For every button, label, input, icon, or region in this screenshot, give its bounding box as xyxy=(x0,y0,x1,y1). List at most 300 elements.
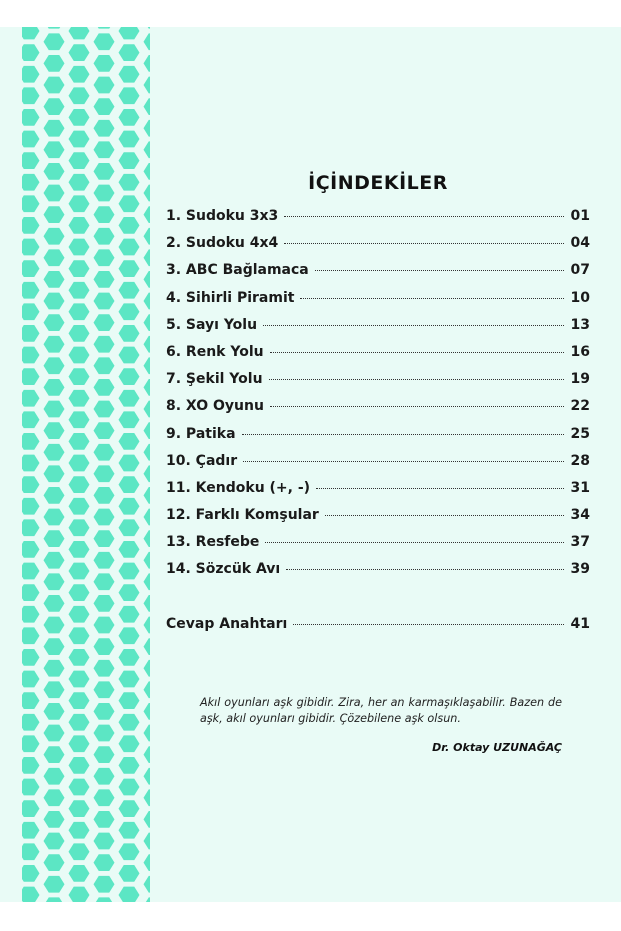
hexagon-shape xyxy=(94,228,115,245)
toc-leader-dots xyxy=(293,624,564,625)
hexagon-shape xyxy=(119,800,140,817)
hexagon-shape xyxy=(69,195,90,212)
toc-leader-dots xyxy=(284,243,564,244)
hexagon-shape xyxy=(22,865,40,882)
toc-row[interactable] xyxy=(166,453,590,480)
hexagon-shape xyxy=(44,314,65,331)
hexagon-shape xyxy=(94,552,115,569)
toc-row[interactable] xyxy=(166,290,590,317)
page-title: İÇİNDEKİLER xyxy=(308,172,448,194)
toc-row[interactable] xyxy=(166,561,590,588)
hexagon-shape xyxy=(44,33,65,50)
hexagon-shape xyxy=(119,260,140,277)
toc-label: 1. Sudoku 3x3 xyxy=(166,208,279,224)
hexagon-shape xyxy=(144,789,151,806)
hexagon-shape xyxy=(69,779,90,796)
hexagon-shape xyxy=(119,822,140,839)
hexagon-shape xyxy=(94,357,115,374)
hexagon-shape xyxy=(94,595,115,612)
hexagon-shape xyxy=(144,33,151,50)
hexagon-shape xyxy=(44,120,65,137)
hexagon-shape xyxy=(144,660,151,677)
hexagon-shape xyxy=(44,660,65,677)
hexagon-shape xyxy=(44,487,65,504)
toc-label: 14. Sözcük Avı xyxy=(166,561,281,578)
hexagon-shape xyxy=(69,455,90,472)
hexagon-shape xyxy=(144,617,151,634)
toc-label: 8. XO Oyunu xyxy=(166,398,264,415)
hexagon-shape xyxy=(69,152,90,169)
hexagon-shape xyxy=(119,476,140,493)
hexagon-shape xyxy=(144,897,151,902)
hexagon-shape xyxy=(22,87,40,104)
hexagon-shape xyxy=(69,843,90,860)
hexagon-shape xyxy=(44,185,65,202)
hexagon-shape xyxy=(144,573,151,590)
hexagon-shape xyxy=(69,390,90,407)
hexagon-shape xyxy=(22,498,40,515)
hexagon-shape xyxy=(69,282,90,299)
hexagon-shape xyxy=(144,595,151,612)
hexagon-shape xyxy=(69,649,90,666)
hexagon-shape xyxy=(144,249,151,266)
hexagon-shape xyxy=(119,390,140,407)
hexagon-shape xyxy=(144,833,151,850)
hexagon-shape xyxy=(94,703,115,720)
hexagon-shape xyxy=(22,195,40,212)
hexagon-shape xyxy=(44,552,65,569)
toc-page-number: 28 xyxy=(570,452,590,469)
hexagon-shape xyxy=(94,422,115,439)
hexagon-shape xyxy=(44,746,65,763)
toc-row[interactable] xyxy=(166,344,590,371)
hexagon-shape xyxy=(144,228,151,245)
hexagon-shape xyxy=(44,228,65,245)
hexagon-shape xyxy=(94,897,115,902)
hexagon-shape xyxy=(22,649,40,666)
toc-row[interactable] xyxy=(166,398,590,425)
hexagon-shape xyxy=(94,98,115,115)
toc-page-number: 25 xyxy=(570,425,590,442)
hexagon-shape xyxy=(119,692,140,709)
hexagon-shape xyxy=(94,206,115,223)
toc-row[interactable] xyxy=(166,262,590,289)
hexagon-shape xyxy=(22,131,40,148)
hexagon-shape xyxy=(94,271,115,288)
hexagon-shape xyxy=(69,584,90,601)
hexagon-shape xyxy=(94,27,115,29)
toc-row[interactable] xyxy=(166,480,590,507)
hexagon-shape xyxy=(94,120,115,137)
toc-page-number: 19 xyxy=(570,371,590,388)
hexagon-shape xyxy=(94,33,115,50)
hexagon-shape xyxy=(44,509,65,526)
hexagon-shape xyxy=(69,217,90,234)
toc-leader-dots xyxy=(270,406,564,407)
toc-row[interactable] xyxy=(166,426,590,453)
toc-row[interactable] xyxy=(166,534,590,561)
toc-leader-dots xyxy=(263,325,564,326)
hexagon-shape xyxy=(69,174,90,191)
hexagon-shape xyxy=(69,131,90,148)
hexagon-shape xyxy=(69,411,90,428)
hexagon-shape xyxy=(144,876,151,893)
hexagon-shape xyxy=(144,27,151,29)
hexagon-shape xyxy=(119,131,140,148)
hexagon-shape xyxy=(44,444,65,461)
hexagon-shape xyxy=(119,152,140,169)
hexagon-shape xyxy=(22,757,40,774)
hexagon-shape xyxy=(69,368,90,385)
hexagon-shape xyxy=(69,757,90,774)
hexagon-shape xyxy=(144,811,151,828)
toc-page-number: 13 xyxy=(570,316,590,333)
hexagon-shape xyxy=(94,789,115,806)
hexagon-shape xyxy=(22,368,40,385)
hexagon-shape xyxy=(119,217,140,234)
hexagon-shape xyxy=(44,422,65,439)
hexagon-shape xyxy=(119,87,140,104)
hexagon-shape xyxy=(22,239,40,256)
hexagon-shape xyxy=(144,185,151,202)
hexagon-shape xyxy=(69,541,90,558)
hexagon-shape xyxy=(119,498,140,515)
hexagon-shape xyxy=(94,444,115,461)
toc-page-number: 01 xyxy=(570,208,590,224)
toc-label: 11. Kendoku (+, -) xyxy=(166,479,311,496)
hexagon-shape xyxy=(94,854,115,871)
hexagon-shape xyxy=(22,735,40,752)
hexagon-shape xyxy=(44,595,65,612)
hexagon-shape xyxy=(144,314,151,331)
hexagon-shape xyxy=(144,141,151,158)
hexagon-shape xyxy=(144,401,151,418)
hexagon-shape xyxy=(119,843,140,860)
table-of-contents xyxy=(166,208,590,589)
hexagon-shape xyxy=(94,573,115,590)
hexagon-shape xyxy=(144,163,151,180)
hexagon-shape xyxy=(144,703,151,720)
toc-label: 10. Çadır xyxy=(166,452,238,469)
hexagon-shape xyxy=(69,476,90,493)
hexagon-shape xyxy=(22,303,40,320)
hexagon-shape xyxy=(119,44,140,61)
toc-label: 4. Sihirli Piramit xyxy=(166,289,295,306)
hexagon-shape xyxy=(119,325,140,342)
document-page xyxy=(0,27,621,902)
hexagon-shape xyxy=(94,681,115,698)
hexagon-shape xyxy=(119,714,140,731)
hexagon-shape xyxy=(22,843,40,860)
hexagon-shape xyxy=(69,325,90,342)
hexagon-shape xyxy=(144,509,151,526)
hexagon-shape xyxy=(119,519,140,536)
hexagon-shape xyxy=(22,519,40,536)
hexagon-shape xyxy=(69,692,90,709)
toc-leader-dots xyxy=(242,434,564,435)
toc-page-number: 39 xyxy=(570,561,590,578)
hexagon-shape xyxy=(44,163,65,180)
toc-row[interactable] xyxy=(166,208,590,235)
hexagon-shape xyxy=(94,465,115,482)
toc-page-number: 22 xyxy=(570,398,590,415)
hexagon-shape xyxy=(144,487,151,504)
hexagon-shape xyxy=(69,822,90,839)
hexagon-shape xyxy=(94,401,115,418)
toc-leader-dots xyxy=(300,298,564,299)
hexagon-shape xyxy=(119,627,140,644)
hexagon-shape xyxy=(69,27,90,39)
hexagon-shape xyxy=(119,563,140,580)
toc-leader-dots xyxy=(270,352,564,353)
toc-page-number: 10 xyxy=(570,289,590,306)
toc-label: 6. Renk Yolu xyxy=(166,343,264,360)
hexagon-shape xyxy=(119,27,140,39)
hexagon-shape xyxy=(119,779,140,796)
hexagon-shape xyxy=(144,444,151,461)
content-area xyxy=(166,27,590,902)
toc-leader-dots xyxy=(286,569,564,570)
hexagon-shape xyxy=(22,671,40,688)
hexagon-shape xyxy=(44,811,65,828)
toc-label: 13. Resfebe xyxy=(166,534,260,551)
quote-author: Dr. Oktay UZUNAĞAÇ xyxy=(432,741,562,754)
hexagon-shape xyxy=(44,465,65,482)
hexagon-shape xyxy=(22,779,40,796)
hexagon-shape xyxy=(119,541,140,558)
hexagon-shape xyxy=(94,811,115,828)
hexagon-shape xyxy=(22,627,40,644)
hexagon-shape xyxy=(22,174,40,191)
hexagon-shape xyxy=(69,347,90,364)
toc-label: 2. Sudoku 4x4 xyxy=(166,235,279,252)
toc-label: 12. Farklı Komşular xyxy=(166,507,319,524)
hexagon-shape xyxy=(94,77,115,94)
hexagon-shape xyxy=(22,66,40,83)
toc-page-number: 41 xyxy=(570,616,590,632)
hexagon-shape xyxy=(44,703,65,720)
hexagon-shape xyxy=(119,303,140,320)
hexagon-shape xyxy=(44,681,65,698)
toc-leader-dots xyxy=(265,542,564,543)
hexagon-shape xyxy=(69,800,90,817)
hexagon-shape xyxy=(94,530,115,547)
toc-page-number: 04 xyxy=(570,235,590,252)
hexagon-shape xyxy=(94,314,115,331)
hexagon-shape xyxy=(22,411,40,428)
hexagon-shape xyxy=(119,109,140,126)
hexagon-shape xyxy=(94,379,115,396)
hexagon-shape xyxy=(69,498,90,515)
hexagon-shape xyxy=(144,271,151,288)
toc-leader-dots xyxy=(315,270,564,271)
hexagon-shape xyxy=(44,401,65,418)
toc-label: 7. Şekil Yolu xyxy=(166,371,263,388)
hexagon-shape xyxy=(69,44,90,61)
hexagon-shape xyxy=(119,411,140,428)
hexagon-shape xyxy=(22,606,40,623)
toc-page-number: 16 xyxy=(570,343,590,360)
hexagon-shape xyxy=(69,865,90,882)
toc-leader-dots xyxy=(284,216,564,217)
hexagon-shape xyxy=(144,552,151,569)
hexagon-shape xyxy=(22,433,40,450)
toc-label: 3. ABC Bağlamaca xyxy=(166,262,309,279)
hexagon-shape xyxy=(94,336,115,353)
hexagon-shape xyxy=(22,714,40,731)
hexagon-shape xyxy=(44,141,65,158)
hexagon-shape xyxy=(69,260,90,277)
hexagon-shape xyxy=(119,735,140,752)
hexagon-shape xyxy=(22,282,40,299)
hexagon-shape xyxy=(44,897,65,902)
hexagon-shape xyxy=(22,347,40,364)
toc-row[interactable] xyxy=(166,317,590,344)
hexagon-shape xyxy=(144,120,151,137)
hexagon-shape xyxy=(94,768,115,785)
toc-row[interactable] xyxy=(166,507,590,534)
quote-text: Akıl oyunları aşk gibidir. Zira, her an karmaşıklaşabilir. Bazen de aşk, akıl oyunları gibidir. Çözebilene aşk olsun. xyxy=(200,696,562,725)
hexagon-shape xyxy=(94,163,115,180)
hexagon-shape xyxy=(44,293,65,310)
hexagon-shape xyxy=(119,433,140,450)
hexagon-shape xyxy=(144,746,151,763)
hexagon-shape xyxy=(44,768,65,785)
hexagon-shape xyxy=(144,638,151,655)
hexagon-shape xyxy=(119,887,140,902)
hexagon-shape xyxy=(119,671,140,688)
hexagon-shape xyxy=(94,293,115,310)
hexagon-shape xyxy=(69,606,90,623)
hexagon-shape xyxy=(144,379,151,396)
hexagon-shape xyxy=(22,584,40,601)
hexagon-shape xyxy=(69,735,90,752)
hexagon-shape xyxy=(44,27,65,29)
toc-leader-dots xyxy=(325,515,564,516)
hexagon-shape xyxy=(22,325,40,342)
hexagon-shape xyxy=(144,681,151,698)
hexagon-shape xyxy=(69,671,90,688)
hexagon-shape xyxy=(44,876,65,893)
hexagon-shape xyxy=(94,638,115,655)
hexagon-shape xyxy=(94,249,115,266)
hexagon-shape xyxy=(22,800,40,817)
hexagon-pattern xyxy=(22,27,150,902)
hexagon-shape xyxy=(44,77,65,94)
hexagon-shape xyxy=(44,55,65,72)
hexagon-shape xyxy=(144,98,151,115)
hexagon-shape xyxy=(22,692,40,709)
hexagon-shape xyxy=(94,725,115,742)
hexagon-shape xyxy=(119,368,140,385)
hexagon-shape xyxy=(69,714,90,731)
hexagon-shape xyxy=(22,887,40,902)
hexagon-shape xyxy=(119,606,140,623)
hexagon-shape xyxy=(119,865,140,882)
toc-label: Cevap Anahtarı xyxy=(166,616,288,632)
hexagon-shape xyxy=(94,55,115,72)
hexagon-shape xyxy=(22,152,40,169)
toc-row[interactable] xyxy=(166,235,590,262)
hexagon-shape xyxy=(44,336,65,353)
hexagon-shape xyxy=(22,563,40,580)
hexagon-shape xyxy=(69,66,90,83)
hexagon-shape xyxy=(94,141,115,158)
hexagon-shape xyxy=(22,217,40,234)
hexagon-shape xyxy=(44,617,65,634)
hexagon-shape xyxy=(44,573,65,590)
hexagon-shape xyxy=(144,55,151,72)
hexagon-shape xyxy=(94,617,115,634)
hexagon-shape xyxy=(119,239,140,256)
hexagon-shape xyxy=(69,109,90,126)
toc-label: 9. Patika xyxy=(166,425,236,442)
hexagon-shape xyxy=(44,530,65,547)
hexagon-shape xyxy=(44,98,65,115)
hexagon-shape xyxy=(144,336,151,353)
hexagon-shape xyxy=(44,725,65,742)
toc-row[interactable] xyxy=(166,371,590,398)
hexagon-shape xyxy=(44,357,65,374)
hexagon-shape xyxy=(119,649,140,666)
hexagon-shape xyxy=(119,282,140,299)
hexagon-shape xyxy=(119,584,140,601)
hexagon-shape xyxy=(94,876,115,893)
hexagon-shape xyxy=(44,833,65,850)
hexagon-shape xyxy=(22,390,40,407)
hexagon-shape xyxy=(44,206,65,223)
hexagon-shape xyxy=(144,293,151,310)
toc-page-number: 31 xyxy=(570,479,590,496)
hexagon-shape xyxy=(69,433,90,450)
hexagon-shape xyxy=(119,455,140,472)
hexagon-shape xyxy=(144,77,151,94)
hexagon-shape xyxy=(94,833,115,850)
hexagon-shape xyxy=(69,87,90,104)
hexagon-shape xyxy=(69,563,90,580)
hexagon-shape xyxy=(144,530,151,547)
hexagon-shape xyxy=(22,476,40,493)
toc-row-answer-key[interactable] xyxy=(166,616,590,643)
hexagon-shape xyxy=(94,509,115,526)
hexagon-shape xyxy=(69,887,90,902)
toc-leader-dots xyxy=(316,488,564,489)
toc-page-number: 07 xyxy=(570,262,590,279)
hexagon-shape xyxy=(119,757,140,774)
hexagon-shape xyxy=(44,249,65,266)
hexagon-shape xyxy=(69,627,90,644)
hexagon-shape xyxy=(44,271,65,288)
hexagon-shape xyxy=(144,357,151,374)
hexagon-shape xyxy=(22,27,40,39)
toc-label: 5. Sayı Yolu xyxy=(166,316,258,333)
hexagon-shape xyxy=(22,541,40,558)
hexagon-shape xyxy=(94,185,115,202)
hexagon-shape xyxy=(119,174,140,191)
hexagon-shape xyxy=(44,379,65,396)
hexagon-shape xyxy=(144,854,151,871)
hexagon-shape xyxy=(144,422,151,439)
hexagon-shape xyxy=(69,239,90,256)
toc-page-number: 37 xyxy=(570,534,590,551)
hexagon-shape xyxy=(94,746,115,763)
hexagon-shape xyxy=(69,303,90,320)
hexagon-shape xyxy=(144,465,151,482)
hexagon-shape xyxy=(44,854,65,871)
toc-page-number: 34 xyxy=(570,507,590,524)
hexagon-shape xyxy=(94,660,115,677)
hexagon-shape xyxy=(144,206,151,223)
